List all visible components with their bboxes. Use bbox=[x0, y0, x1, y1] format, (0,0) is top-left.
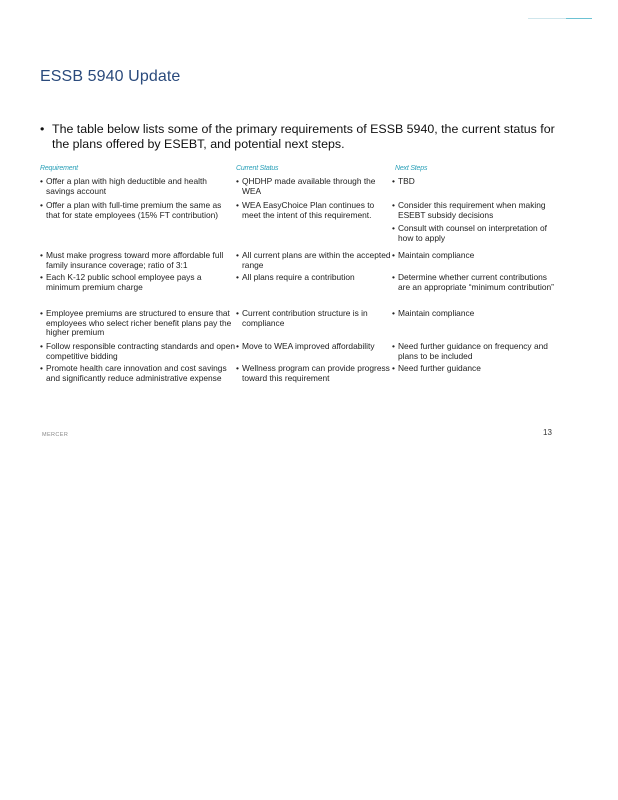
status-cell bbox=[236, 201, 392, 251]
status-cell bbox=[236, 309, 392, 342]
requirement-cell-text: Employee premiums are structured to ensure that employees who select richer benefit plans pay the higher premium bbox=[46, 308, 232, 338]
status-cell bbox=[236, 177, 392, 201]
status-cell bbox=[236, 364, 392, 398]
next-step-item-text: Determine whether current contributions are an appropriate “minimum contribution” bbox=[398, 272, 554, 292]
requirement-cell bbox=[40, 309, 236, 342]
bullet-icon: • bbox=[236, 250, 239, 260]
status-cell-text: All current plans are within the accepted range bbox=[242, 250, 391, 270]
bullet-icon: • bbox=[40, 250, 43, 260]
bullet-icon: • bbox=[236, 200, 239, 210]
next-step-item bbox=[392, 177, 560, 187]
next-step-item bbox=[392, 342, 560, 361]
bullet-icon: • bbox=[392, 176, 395, 186]
next-step-item bbox=[392, 251, 560, 261]
status-cell-text: All plans require a contribution bbox=[242, 272, 355, 282]
intro-bullet bbox=[40, 122, 560, 152]
header-current-status: Current Status bbox=[236, 165, 279, 172]
table-row bbox=[40, 364, 560, 398]
requirement-cell bbox=[40, 177, 236, 201]
next-step-item bbox=[392, 201, 560, 220]
next-step-item bbox=[392, 364, 560, 374]
next-step-item-text: Need further guidance on frequency and plans to be included bbox=[398, 341, 548, 361]
requirement-cell bbox=[40, 364, 236, 398]
next-steps-cell bbox=[392, 177, 560, 201]
table-row bbox=[40, 201, 560, 251]
bullet-icon: • bbox=[40, 122, 45, 136]
table-row bbox=[40, 273, 560, 309]
status-cell-text: Current contribution structure is in compliance bbox=[242, 308, 368, 328]
slide-title: ESSB 5940 Update bbox=[40, 68, 181, 85]
bullet-icon: • bbox=[392, 341, 395, 351]
next-step-item-text: Consider this requirement when making ESEBT subsidy decisions bbox=[398, 200, 546, 220]
status-cell bbox=[236, 273, 392, 309]
footer-brand: MERCER bbox=[42, 432, 69, 438]
table-body bbox=[40, 177, 560, 398]
next-step-item-text: TBD bbox=[398, 176, 415, 186]
status-cell-text: Move to WEA improved affordability bbox=[242, 341, 375, 351]
status-cell bbox=[236, 342, 392, 364]
table-row bbox=[40, 177, 560, 201]
bullet-icon: • bbox=[40, 272, 43, 282]
requirement-cell-text: Must make progress toward more affordable full family insurance coverage; ratio of 3:1 bbox=[46, 250, 224, 270]
bullet-icon: • bbox=[392, 363, 395, 373]
next-step-item-text: Maintain compliance bbox=[398, 250, 475, 260]
bullet-icon: • bbox=[392, 223, 395, 234]
requirement-cell bbox=[40, 342, 236, 364]
next-step-item-text: Maintain compliance bbox=[398, 308, 475, 318]
bullet-icon: • bbox=[392, 272, 395, 282]
table-row bbox=[40, 309, 560, 342]
header-next-steps: Next Steps bbox=[395, 165, 428, 172]
intro-text: The table below lists some of the primary requirements of ESSB 5940, the current status for the plans offered by ESEBT, and potential next steps. bbox=[52, 122, 555, 151]
bullet-icon: • bbox=[40, 308, 43, 318]
requirement-cell-text: Offer a plan with full-time premium the same as that for state employees (15% FT contribution) bbox=[46, 200, 222, 220]
requirement-cell-text: Promote health care innovation and cost savings and significantly reduce administrative expense bbox=[46, 363, 227, 383]
table-header bbox=[40, 163, 560, 177]
header-requirement: Requirement bbox=[40, 165, 78, 172]
bullet-icon: • bbox=[392, 200, 395, 210]
bullet-icon: • bbox=[40, 363, 43, 373]
table-row bbox=[40, 342, 560, 364]
bullet-icon: • bbox=[236, 272, 239, 282]
bullet-icon: • bbox=[236, 176, 239, 186]
bullet-icon: • bbox=[40, 341, 43, 351]
requirement-cell bbox=[40, 273, 236, 309]
requirement-cell-text: Offer a plan with high deductible and health savings account bbox=[46, 176, 207, 196]
bullet-icon: • bbox=[236, 341, 239, 351]
status-cell-text: QHDHP made available through the WEA bbox=[242, 176, 376, 196]
next-step-item bbox=[392, 309, 560, 319]
next-steps-cell bbox=[392, 201, 560, 251]
status-cell-text: Wellness program can provide progress toward this requirement bbox=[242, 363, 390, 383]
next-steps-cell bbox=[392, 342, 560, 364]
bullet-icon: • bbox=[392, 308, 395, 318]
next-steps-cell bbox=[392, 309, 560, 342]
top-decorative-rule bbox=[528, 18, 592, 19]
bullet-icon: • bbox=[236, 363, 239, 373]
next-steps-cell bbox=[392, 273, 560, 309]
bullet-icon: • bbox=[40, 176, 43, 186]
next-step-item bbox=[392, 273, 560, 292]
requirement-cell bbox=[40, 251, 236, 273]
page-number: 13 bbox=[543, 428, 552, 437]
status-cell-text: WEA EasyChoice Plan continues to meet the intent of this requirement. bbox=[242, 200, 375, 220]
next-steps-cell bbox=[392, 364, 560, 398]
requirement-cell-text: Each K-12 public school employee pays a minimum premium charge bbox=[46, 272, 202, 292]
top-rule-accent bbox=[566, 18, 592, 19]
next-step-item-text: Consult with counsel on interpretation of how to apply bbox=[398, 223, 547, 243]
status-cell bbox=[236, 251, 392, 273]
next-steps-cell bbox=[392, 251, 560, 273]
bullet-icon: • bbox=[236, 308, 239, 318]
requirements-table bbox=[40, 163, 560, 398]
next-step-item-text: Need further guidance bbox=[398, 363, 481, 373]
requirement-cell-text: Follow responsible contracting standards and open competitive bidding bbox=[46, 341, 236, 361]
bullet-icon: • bbox=[392, 250, 395, 260]
next-step-item bbox=[392, 224, 560, 243]
bullet-icon: • bbox=[40, 200, 43, 210]
requirement-cell bbox=[40, 201, 236, 251]
table-row bbox=[40, 251, 560, 273]
